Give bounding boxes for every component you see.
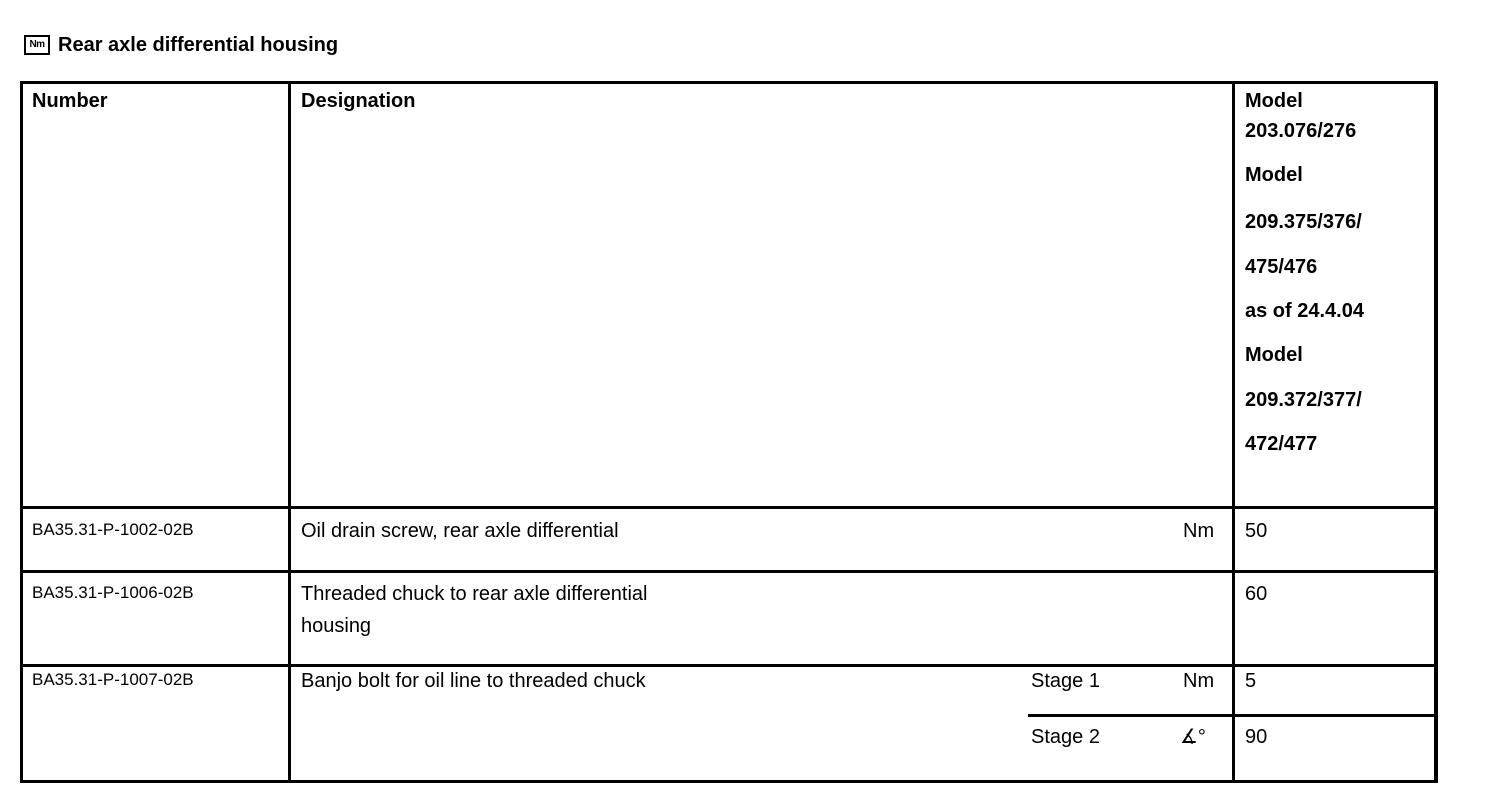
stage-2-angle-unit: ∡°	[1180, 726, 1206, 748]
stage-1-unit: Nm	[1183, 670, 1215, 692]
header-model-7: Model	[1245, 344, 1303, 366]
header-number: Number	[32, 90, 108, 112]
stage-2-label: Stage 2	[1031, 726, 1100, 748]
stage-1-value: 5	[1245, 670, 1257, 692]
header-designation: Designation	[301, 90, 416, 112]
header-model-9: 472/477	[1245, 433, 1318, 455]
row-1-value: 50	[1245, 520, 1268, 542]
header-model-2: 203.076/276	[1245, 120, 1357, 142]
row-divider-1	[20, 506, 1438, 509]
column-divider-2	[1232, 81, 1235, 783]
header-model-1: Model	[1245, 90, 1303, 112]
row-2-value: 60	[1245, 583, 1268, 605]
table-border-left	[20, 81, 23, 783]
stage-2-value: 90	[1245, 726, 1268, 748]
row-divider-3	[20, 664, 1438, 667]
row-2-designation-line1: Threaded chuck to rear axle differential	[301, 583, 648, 605]
row-1-number: BA35.31-P-1002-02B	[32, 520, 194, 539]
torque-nm-icon: Nm	[24, 35, 50, 55]
title-text: Rear axle differential housing	[58, 33, 339, 56]
header-model-8: 209.372/377/	[1245, 389, 1362, 411]
column-divider-1	[288, 81, 291, 783]
row-2-designation-line2: housing	[301, 615, 372, 637]
header-model-4: 209.375/376/	[1245, 211, 1362, 233]
row-3-designation: Banjo bolt for oil line to threaded chuck	[301, 670, 646, 692]
header-model-3: Model	[1245, 164, 1303, 186]
table-border-top	[20, 81, 1438, 84]
row-divider-2	[20, 570, 1438, 573]
table-border-bottom	[20, 780, 1438, 783]
stage-1-label: Stage 1	[1031, 670, 1100, 692]
header-model-6: as of 24.4.04	[1245, 300, 1364, 322]
row-1-designation: Oil drain screw, rear axle differential	[301, 520, 619, 542]
table-border-right	[1434, 81, 1438, 783]
row-1-unit: Nm	[1183, 520, 1215, 542]
header-model-5: 475/476	[1245, 256, 1318, 278]
row-3-number: BA35.31-P-1007-02B	[32, 670, 194, 689]
row-2-number: BA35.31-P-1006-02B	[32, 583, 194, 602]
stage-divider	[1028, 714, 1438, 717]
